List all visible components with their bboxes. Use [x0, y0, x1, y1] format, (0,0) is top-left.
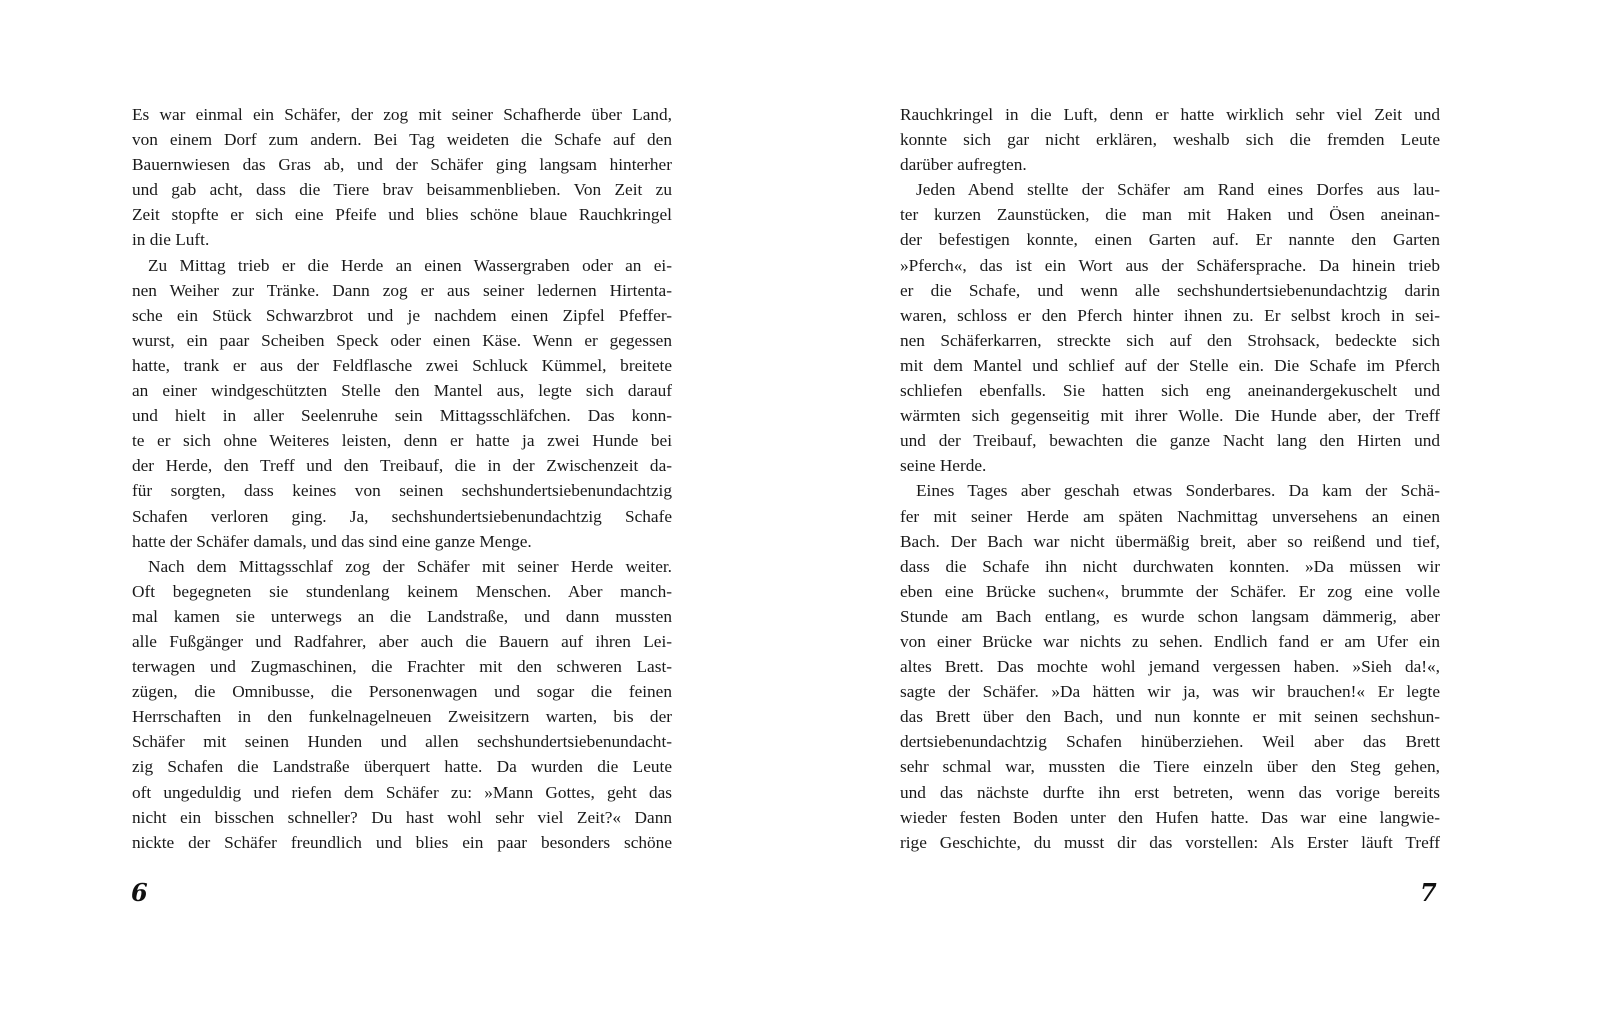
text-line: wieder festen Boden unter den Hufen hatte. Das war eine langwie-	[900, 807, 1440, 827]
text-line: in die Luft.	[132, 230, 210, 250]
text-line: oft ungeduldig und riefen dem Schäfer zu: »Mann Gottes, geht das	[132, 782, 672, 802]
text-line: Oft begegneten sie stundenlang keinem Menschen. Aber manch-	[132, 581, 672, 601]
text-line: und der Treibauf, bewachten die ganze Nacht lang den Hirten und	[900, 431, 1440, 451]
text-line: an einer windgeschützten Stelle den Mantel aus, legte sich darauf	[132, 381, 672, 401]
text-line: te er sich ohne Weiteres leisten, denn er hatte ja zwei Hunde bei	[132, 431, 672, 451]
text-line: eben eine Brücke suchen«, brummte der Schäfer. Er zog eine volle	[900, 581, 1440, 601]
text-line: zig Schafen die Landstraße überquert hatte. Da wurden die Leute	[132, 757, 672, 777]
text-line: alle Fußgänger und Radfahrer, aber auch die Bauern auf ihren Lei-	[132, 631, 672, 651]
text-line: Bach. Der Bach war nicht übermäßig breit, aber so reißend und tief,	[900, 531, 1440, 551]
text-line: Es war einmal ein Schäfer, der zog mit seiner Schafherde über Land,	[132, 105, 672, 124]
text-line: nicht ein bisschen schneller? Du hast wohl sehr viel Zeit?« Dann	[132, 807, 672, 827]
text-line: Rauchkringel in die Luft, denn er hatte wirklich sehr viel Zeit und	[900, 105, 1440, 124]
text-line: dertsiebenundachtzig Schafen hinüberziehen. Weil aber das Brett	[900, 732, 1440, 752]
text-line: der Herde, den Treff und den Treibauf, die in der Zwischenzeit da-	[132, 456, 672, 476]
page-number-right: 7	[1420, 878, 1437, 907]
text-line: Zu Mittag trieb er die Herde an einen Wassergraben oder an ei-	[148, 255, 672, 275]
text-line: und das nächste durfte ihn erst betreten, wenn das vorige bereits	[900, 782, 1440, 802]
text-line: ter kurzen Zaunstücken, die man mit Haken und Ösen aneinan-	[900, 205, 1440, 225]
text-line: konnte sich gar nicht erklären, weshalb sich die fremden Leute	[900, 130, 1440, 150]
text-line: seine Herde.	[900, 456, 987, 476]
text-line: Eines Tages aber geschah etwas Sonderbares. Da kam der Schä-	[916, 481, 1440, 501]
text-line: sche ein Stück Schwarzbrot und je nachdem einen Zipfel Pfeffer-	[132, 305, 672, 325]
text-line: das Brett über den Bach, und nun konnte er mit seinen sechshun-	[900, 707, 1440, 727]
text-line: terwagen und Zugmaschinen, die Frachter mit den schweren Last-	[132, 657, 672, 677]
text-line: nen Weiher zur Tränke. Dann zog er aus seiner ledernen Hirtenta-	[132, 280, 672, 300]
text-line: hatte der Schäfer damals, und das sind eine ganze Menge.	[132, 531, 532, 551]
text-line: er die Schafe, und wenn alle sechshundertsiebenundachtzig darin	[900, 280, 1440, 300]
text-line: sehr schmal war, mussten die Tiere einzeln über den Steg gehen,	[900, 757, 1440, 777]
text-line: Bauernwiesen das Gras ab, und der Schäfer ging langsam hinterher	[132, 155, 672, 175]
text-line: wärmten sich gegenseitig mit ihrer Wolle. Die Hunde aber, der Treff	[900, 406, 1440, 426]
left-page-text	[132, 102, 672, 855]
text-line: Zeit stopfte er sich eine Pfeife und blies schöne blaue Rauchkringel	[132, 205, 672, 225]
page-number-left: 6	[131, 878, 148, 907]
text-line: wurst, ein paar Scheiben Speck oder einen Käse. Wenn er gegessen	[132, 330, 672, 350]
text-line: für sorgten, dass keines von seinen sechshundertsiebenundachtzig	[132, 481, 672, 501]
text-line: altes Brett. Das mochte wohl jemand vergessen haben. »Sieh da!«,	[900, 657, 1440, 677]
text-line: sagte der Schäfer. »Da hätten wir ja, was wir brauchen!« Er legte	[900, 682, 1440, 702]
text-line: fer mit seiner Herde am späten Nachmittag unversehens an einen	[900, 506, 1440, 526]
text-line: der befestigen konnte, einen Garten auf. Er nannte den Garten	[900, 230, 1440, 250]
text-line: nen Schäferkarren, streckte sich auf den Strohsack, bedeckte sich	[900, 330, 1440, 350]
text-line: mit dem Mantel und schlief auf der Stelle ein. Die Schafe im Pferch	[900, 355, 1440, 375]
text-line: schliefen ebenfalls. Sie hatten sich eng aneinandergekuschelt und	[900, 381, 1440, 401]
right-page-text	[900, 102, 1440, 855]
text-line: Jeden Abend stellte der Schäfer am Rand eines Dorfes aus lau-	[916, 180, 1440, 200]
text-line: Schäfer mit seinen Hunden und allen sechshundertsiebenundacht-	[132, 732, 672, 752]
text-line: mal kamen sie unterwegs an die Landstraße, und dann mussten	[132, 606, 672, 626]
text-line: hatte, trank er aus der Feldflasche zwei Schluck Kümmel, breitete	[132, 355, 672, 375]
text-line: Stunde am Bach entlang, es wurde schon langsam dämmerig, aber	[900, 606, 1440, 626]
text-line: dass die Schafe ihn nicht durchwaten konnten. »Da müssen wir	[900, 556, 1440, 576]
text-line: Schafen verloren ging. Ja, sechshundertsiebenundachtzig Schafe	[132, 506, 672, 526]
text-line: Herrschaften in den funkelnagelneuen Zweisitzern warten, bis der	[132, 707, 672, 727]
text-line: nickte der Schäfer freundlich und blies ein paar besonders schöne	[132, 832, 672, 852]
text-line: Nach dem Mittagsschlaf zog der Schäfer mit seiner Herde weiter.	[148, 556, 672, 576]
text-line: waren, schloss er den Pferch hinter ihnen zu. Er selbst kroch in sei-	[900, 305, 1440, 325]
right-page	[900, 102, 1440, 882]
text-line: darüber aufregten.	[900, 155, 1027, 175]
left-page	[132, 102, 672, 882]
text-line: von einem Dorf zum andern. Bei Tag weideten die Schafe auf den	[132, 130, 672, 150]
text-line: zügen, die Omnibusse, die Personenwagen und sogar die feinen	[132, 682, 672, 702]
text-line: »Pferch«, das ist ein Wort aus der Schäfersprache. Da hinein trieb	[900, 255, 1440, 275]
text-line: und hielt in aller Seelenruhe sein Mittagsschläfchen. Das konn-	[132, 406, 672, 426]
text-line: und gab acht, dass die Tiere brav beisammenblieben. Von Zeit zu	[132, 180, 672, 200]
text-line: von einer Brücke war nichts zu sehen. Endlich fand er am Ufer ein	[900, 631, 1440, 651]
text-line: rige Geschichte, du musst dir das vorstellen: Als Erster läuft Treff	[900, 832, 1440, 852]
